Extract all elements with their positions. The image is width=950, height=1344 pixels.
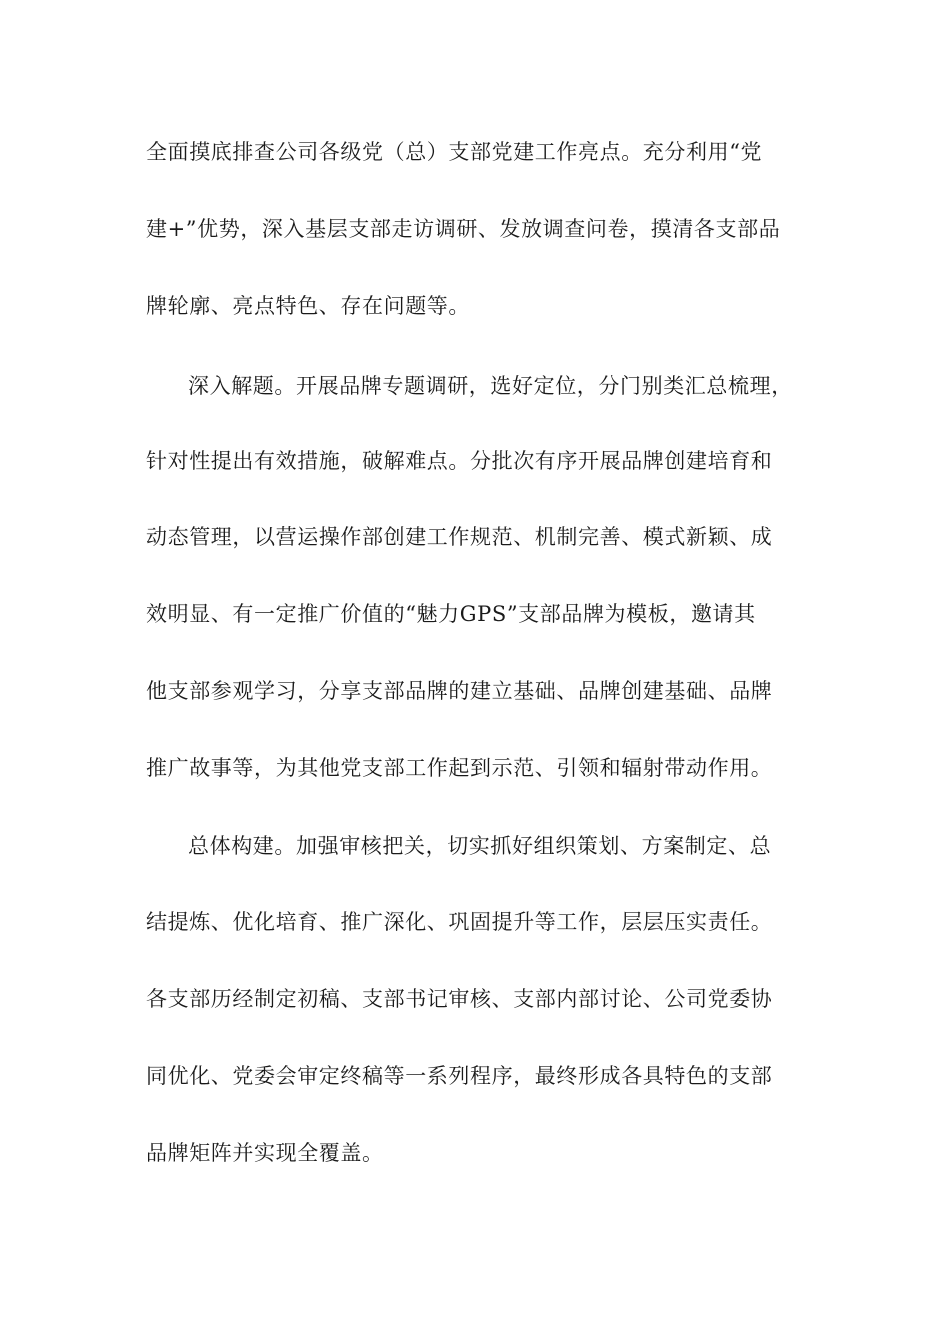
- paragraph-2-line-4: 效明显、有一定推广价值的“魅力GPS”支部品牌为模板，邀请其: [146, 602, 756, 626]
- paragraph-2-line-3: 动态管理，以营运操作部创建工作规范、机制完善、模式新颖、成: [146, 525, 773, 549]
- paragraph-1-line-1: 全面摸底排查公司各级党（总）支部党建工作亮点。充分利用“党: [146, 140, 763, 164]
- paragraph-3-line-5: 品牌矩阵并实现全覆盖。: [146, 1141, 384, 1165]
- paragraph-2-line-1: 深入解题。开展品牌专题调研，选好定位，分门别类汇总梳理，: [188, 374, 793, 398]
- paragraph-3-line-3: 各支部历经制定初稿、支部书记审核、支部内部讨论、公司党委协: [146, 987, 773, 1011]
- paragraph-3-line-2: 结提炼、优化培育、推广深化、巩固提升等工作，层层压实责任。: [146, 910, 773, 934]
- paragraph-2-line-5: 他支部参观学习，分享支部品牌的建立基础、品牌创建基础、品牌: [146, 679, 773, 703]
- paragraph-1-line-3: 牌轮廓、亮点特色、存在问题等。: [146, 294, 470, 318]
- paragraph-3-line-4: 同优化、党委会审定终稿等一系列程序，最终形成各具特色的支部: [146, 1064, 773, 1088]
- paragraph-1-line-2: 建+”优势，深入基层支部走访调研、发放调查问卷，摸清各支部品: [146, 217, 781, 241]
- paragraph-2-line-2: 针对性提出有效措施，破解难点。分批次有序开展品牌创建培育和: [146, 449, 773, 473]
- paragraph-2-line-6: 推广故事等，为其他党支部工作起到示范、引领和辐射带动作用。: [146, 756, 773, 780]
- paragraph-3-line-1: 总体构建。加强审核把关，切实抓好组织策划、方案制定、总: [188, 834, 772, 858]
